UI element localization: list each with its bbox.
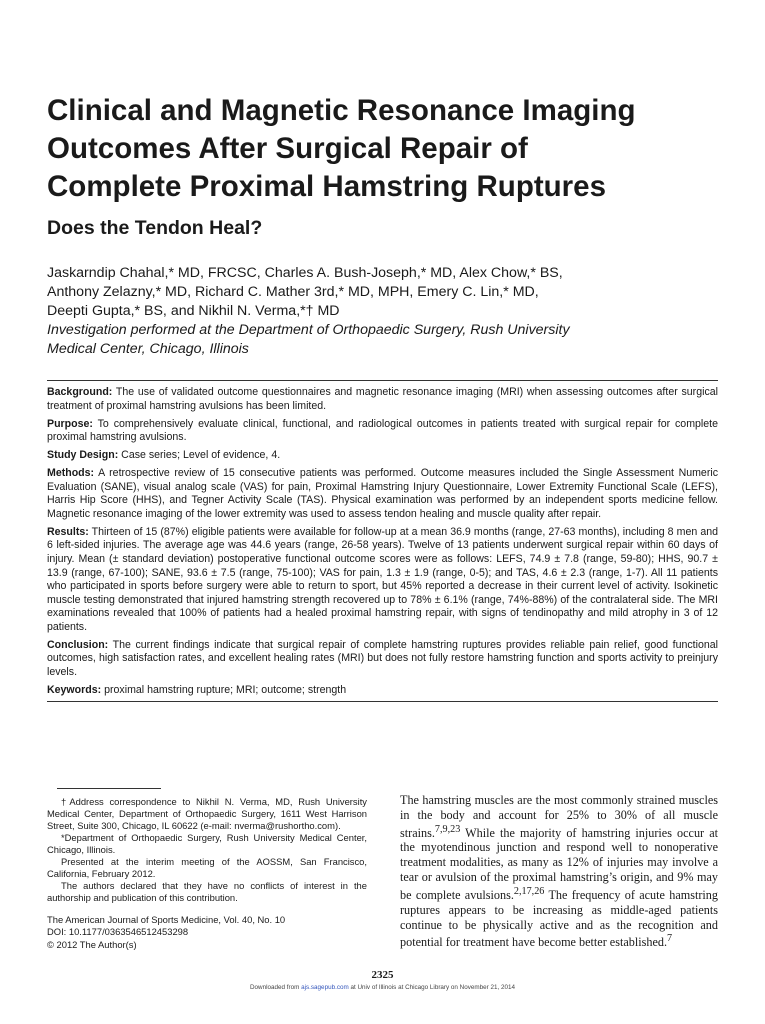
footnote-divider	[57, 788, 161, 789]
body-text: The frequency of acute hamstring ruptures appears to be increasing as middle-aged patients continue to be physically active and as the recognition and potential for treatment have become better established.	[400, 887, 718, 950]
title-line: Clinical and Magnetic Resonance Imaging	[47, 94, 636, 127]
section-text: Case series; Level of evidence, 4.	[118, 449, 281, 462]
footnotes	[47, 796, 367, 951]
author-line: Anthony Zelazny,* MD, Richard C. Mather 3rd,* MD, MPH, Emery C. Lin,* MD,	[47, 284, 539, 300]
section-text: The current findings indicate that surgical repair of complete hamstring ruptures provides reliable pain relief, good functional outcomes, high satisfaction rates, and excellent healing rates (MRI) but does not fully restore hamstring function and sports activity to preinjury levels.	[47, 638, 718, 678]
section-label: Methods:	[47, 467, 95, 480]
author-line: Deepti Gupta,* BS, and Nikhil N. Verma,*† MD	[47, 303, 340, 319]
citation-ref: 7,9,23	[434, 823, 461, 835]
author-block	[47, 264, 727, 359]
body-text: While the majority of hamstring injuries occur at the myotendinous junction and respond well to nonoperative treatment modalities, as many as 12% of injuries may involve a tear or avulsion of the proximal hamstring’s origin, and 9% may be complete avulsions.	[400, 825, 718, 902]
citation-ref: 7	[667, 933, 673, 945]
download-link[interactable]: ajs.sagepub.com	[301, 984, 349, 991]
abstract-conclusion	[47, 639, 718, 680]
section-label: Purpose:	[47, 417, 93, 430]
page-number: 2325	[371, 969, 394, 981]
footnote-correspondence: †Address correspondence to Nikhil N. Verma, MD, Rush University Medical Center, Department of Orthopaedic Surgery, 1611 West Harrison Street, Suite 300, Chicago, IL 60622 (e-mail: nverma@rushortho.com).	[47, 796, 367, 832]
institution-line: Investigation performed at the Department of Orthopaedic Surgery, Rush University	[47, 322, 570, 338]
body-text: The hamstring muscles are the most commonly strained muscles in the body and account for 25% to 30% of all muscle strains.	[400, 793, 718, 840]
body-paragraph	[400, 793, 718, 950]
title-line: Complete Proximal Hamstring Ruptures	[47, 170, 606, 203]
section-text: To comprehensively evaluate clinical, functional, and radiological outcomes in patients treated with surgical repair for complete proximal hamstring avulsions.	[47, 417, 718, 444]
section-label: Keywords:	[47, 683, 102, 696]
abstract-purpose	[47, 418, 718, 445]
journal-doi: DOI: 10.1177/0363546512453298	[47, 926, 189, 938]
abstract-keywords	[47, 684, 718, 698]
section-text: The use of validated outcome questionnaires and magnetic resonance imaging (MRI) when assessing outcomes after surgical treatment of proximal hamstring avulsions has been limited.	[47, 386, 718, 412]
section-text: proximal hamstring rupture; MRI; outcome; strength	[101, 683, 347, 696]
download-suffix: at Univ of Illinois at Chicago Library on November 21, 2014	[348, 984, 515, 991]
citation-ref: 2,17,26	[513, 885, 545, 897]
journal-info	[47, 914, 367, 950]
abstract-background	[47, 386, 718, 413]
section-text: A retrospective review of 15 consecutive patients was performed. Outcome measures included the Single Assessment Numeric Evaluation (SANE), visual analog scale (VAS) for pain, Proximal Hamstring Injury Questionnaire, Lower Extremity Functional Scale (LEFS), Harris Hip Score (HHS), and Tegner Activity Scale (TAS). Physical examination was performed by an independent sports medicine fellow. Magnetic resonance imaging of the lower extremity was used to assess tendon healing and muscle quality after repair.	[47, 467, 718, 520]
footnote-presented: Presented at the interim meeting of the AOSSM, San Francisco, California, February 2012.	[47, 856, 367, 880]
abstract-box	[47, 380, 718, 702]
download-notice	[0, 984, 765, 991]
abstract-study-design	[47, 449, 718, 463]
title-line: Outcomes After Surgical Repair of	[47, 132, 528, 165]
footnote-conflicts: The authors declared that they have no conflicts of interest in the authorship and publication of this contribution.	[47, 880, 367, 904]
section-label: Conclusion:	[47, 638, 109, 651]
section-label: Study Design:	[47, 449, 119, 462]
download-prefix: Downloaded from	[250, 984, 302, 991]
section-label: Background:	[47, 386, 113, 398]
institution-line: Medical Center, Chicago, Illinois	[47, 341, 249, 357]
footnote-affiliation: *Department of Orthopaedic Surgery, Rush University Medical Center, Chicago, Illinois.	[47, 832, 367, 856]
article-title	[47, 92, 727, 206]
author-line: Jaskarndip Chahal,* MD, FRCSC, Charles A. Bush-Joseph,* MD, Alex Chow,* BS,	[47, 265, 563, 281]
article-subtitle: Does the Tendon Heal?	[47, 217, 263, 239]
abstract-results	[47, 526, 718, 634]
journal-citation: The American Journal of Sports Medicine, Vol. 40, No. 10	[47, 914, 286, 926]
section-text: Thirteen of 15 (87%) eligible patients were available for follow-up at a mean 36.9 months (range, 27-63 months), including 8 men and 6 left-sided injuries. The average age was 44.6 years (range, 26-58 years). Twelve of 13 patients underwent surgical repair within 60 days of injury. Mean (± standard deviation) postoperative functional outcome scores were as follows: LEFS, 74.9 ± 7.8 (range, 59-80); HHS, 90.7 ± 13.9 (range, 67-100); SANE, 93.6 ± 7.5 (range, 75-100); VAS for pain, 1.3 ± 1.9 (range, 0-5); and TAS, 4.6 ± 2.3 (range, 1-7). All 11 patients who participated in sports before surgery were able to return to sport, but 45% reported a decrease in their current level of activity. Isokinetic muscle testing demonstrated that injured hamstring strength recovered up to 78% ± 6.1% (range, 74%-88%) of the contralateral side. The MRI examinations revealed that 100% of patients had a healed proximal hamstring repair, with signs of tendinopathy and mild atrophy in 3 of 12 patients.	[47, 525, 718, 633]
abstract-methods	[47, 467, 718, 521]
section-label: Results:	[47, 525, 89, 538]
journal-copyright: © 2012 The Author(s)	[47, 938, 137, 950]
